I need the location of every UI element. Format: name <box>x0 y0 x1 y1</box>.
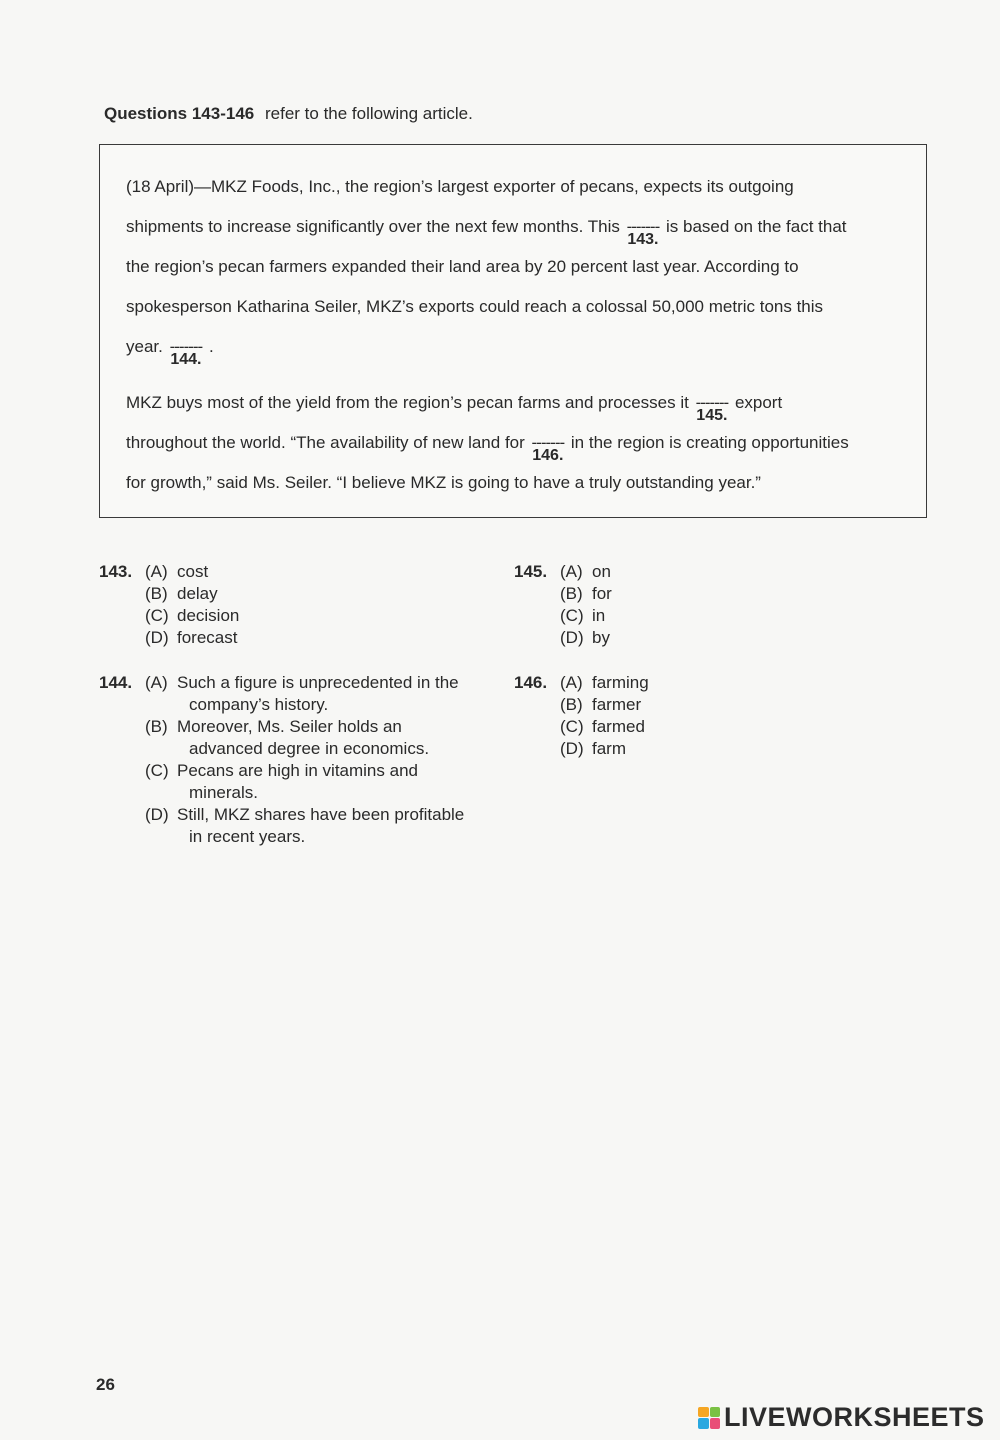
article-line-4: spokesperson Katharina Seiler, MKZ’s exports could reach a colossal 50,000 metric tons this <box>126 297 824 316</box>
blank-dashes: ------- <box>626 217 660 236</box>
blank-dashes: ------- <box>169 337 203 356</box>
option-text-continued: advanced degree in economics. <box>189 739 430 758</box>
option-text-continued: minerals. <box>189 783 258 802</box>
option-text: Still, MKZ shares have been profitable <box>177 805 465 824</box>
option-letter: (B) <box>145 717 168 736</box>
option-144-b[interactable] <box>145 717 402 737</box>
section-header <box>104 104 473 124</box>
option-text: Moreover, Ms. Seiler holds an <box>177 717 402 736</box>
article-line-5 <box>126 337 214 368</box>
blank-dashes: ------- <box>531 433 565 452</box>
liveworksheets-icon <box>698 1407 720 1429</box>
option-text: in <box>592 606 606 625</box>
question-143 <box>99 562 479 652</box>
question-number: 144. <box>99 673 133 692</box>
option-letter: (C) <box>560 717 584 736</box>
article-text: export <box>734 393 783 412</box>
question-145 <box>514 562 814 652</box>
option-text: Such a figure is unprecedented in the <box>177 673 459 692</box>
option-144-c[interactable] <box>145 761 418 781</box>
article-line-2 <box>126 217 847 248</box>
option-143-a[interactable] <box>145 562 208 582</box>
option-text: farm <box>592 739 626 758</box>
option-143-d[interactable] <box>145 628 237 648</box>
article-text: . <box>208 337 214 356</box>
option-text: cost <box>177 562 209 581</box>
option-text: delay <box>177 584 218 603</box>
question-number: 143. <box>99 562 133 581</box>
article-line-1: (18 April)—MKZ Foods, Inc., the region’s largest exporter of pecans, expects its outgoing <box>126 177 794 196</box>
option-text: decision <box>177 606 240 625</box>
header-range: Questions 143-146 <box>104 104 255 123</box>
brand-name: LIVEWORKSHEETS <box>724 1402 985 1432</box>
article-text: throughout the world. “The availability of new land for <box>126 433 525 452</box>
blank-number: 143. <box>627 231 659 248</box>
logo-tile <box>710 1418 721 1429</box>
option-letter: (B) <box>145 584 168 603</box>
blank-143[interactable] <box>625 217 662 248</box>
article-line-8: for growth,” said Ms. Seiler. “I believe MKZ is going to have a truly outstanding year.” <box>126 473 761 492</box>
blank-146[interactable] <box>530 433 567 464</box>
article-text: year. <box>126 337 163 356</box>
option-letter: (D) <box>145 805 169 824</box>
option-text: Pecans are high in vitamins and <box>177 761 418 780</box>
option-text-continued: in recent years. <box>189 827 306 846</box>
option-145-c[interactable] <box>560 606 605 626</box>
article-text: MKZ buys most of the yield from the region’s pecan farms and processes it <box>126 393 689 412</box>
option-text: by <box>592 628 610 647</box>
blank-number: 146. <box>532 447 564 464</box>
option-text: forecast <box>177 628 238 647</box>
question-146 <box>514 673 814 763</box>
option-letter: (A) <box>145 673 168 692</box>
option-144-a[interactable] <box>145 673 459 693</box>
logo-tile <box>698 1418 709 1429</box>
blank-144[interactable] <box>168 337 205 368</box>
logo-tile <box>698 1407 709 1418</box>
blank-145[interactable] <box>694 393 731 424</box>
option-text: farmed <box>592 717 645 736</box>
question-number: 146. <box>514 673 548 692</box>
option-146-a[interactable] <box>560 673 649 693</box>
option-letter: (A) <box>560 562 583 581</box>
option-letter: (B) <box>560 695 583 714</box>
logo-tile <box>710 1407 721 1418</box>
option-text: on <box>592 562 611 581</box>
option-letter: (C) <box>145 606 169 625</box>
option-letter: (A) <box>145 562 168 581</box>
option-text: farmer <box>592 695 642 714</box>
header-text: refer to the following article. <box>264 104 473 123</box>
option-letter: (C) <box>560 606 584 625</box>
article-line-7 <box>126 433 849 464</box>
option-text-continued: company’s history. <box>189 695 329 714</box>
blank-number: 145. <box>696 407 728 424</box>
option-146-c[interactable] <box>560 717 645 737</box>
article-text: is based on the fact that <box>665 217 847 236</box>
option-letter: (D) <box>560 739 584 758</box>
article-line-6 <box>126 393 783 424</box>
blank-dashes: ------- <box>695 393 729 412</box>
option-143-b[interactable] <box>145 584 218 604</box>
brand-logo[interactable] <box>698 1402 985 1433</box>
question-number: 145. <box>514 562 548 581</box>
option-text: for <box>592 584 612 603</box>
option-letter: (D) <box>560 628 584 647</box>
option-letter: (A) <box>560 673 583 692</box>
article-line-3: the region’s pecan farmers expanded their land area by 20 percent last year. According to <box>126 257 799 276</box>
option-text: farming <box>592 673 649 692</box>
option-144-d[interactable] <box>145 805 464 825</box>
blank-number: 144. <box>170 351 202 368</box>
option-146-d[interactable] <box>560 739 626 759</box>
article-text: in the region is creating opportunities <box>570 433 849 452</box>
page-number: 26 <box>96 1375 115 1394</box>
option-letter: (B) <box>560 584 583 603</box>
option-letter: (C) <box>145 761 169 780</box>
article-text: shipments to increase significantly over the next few months. This <box>126 217 620 236</box>
option-146-b[interactable] <box>560 695 641 715</box>
option-145-d[interactable] <box>560 628 610 648</box>
article-box <box>99 144 927 518</box>
option-145-b[interactable] <box>560 584 612 604</box>
option-143-c[interactable] <box>145 606 239 626</box>
option-145-a[interactable] <box>560 562 611 582</box>
question-144 <box>99 673 499 853</box>
option-letter: (D) <box>145 628 169 647</box>
